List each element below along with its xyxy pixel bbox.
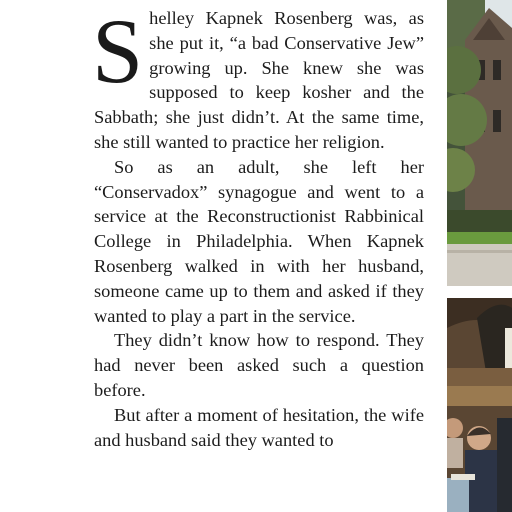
drop-cap: S xyxy=(92,0,144,102)
paragraph-3: They didn’t know how to respond. They had never been asked such a question before. xyxy=(94,330,424,400)
paragraph-2: So as an adult, she left her “Conservadox” synagogue and went to a service at the Reconstructionist Rabbinical College in Philadelphia. When Kapnek Rosenberg walked in with her husband, someone came up to them and asked if they wanted to play a part in the service. xyxy=(94,156,424,326)
paragraph-1 xyxy=(92,0,424,155)
paragraph-4: But after a moment of hesitation, the wife and husband said they wanted to xyxy=(94,404,424,450)
building-photo xyxy=(447,0,512,286)
article-body xyxy=(92,0,424,452)
paragraph-1-text: helley Kapnek Rosenberg was, as she put it, “a bad Conservative Jew” growing up. She knew she was supposed to keep kosher and the Sabbath; she just didn’t. At the same time, she still wanted to practice her religion. xyxy=(94,8,424,152)
congregation-photo xyxy=(447,298,512,512)
